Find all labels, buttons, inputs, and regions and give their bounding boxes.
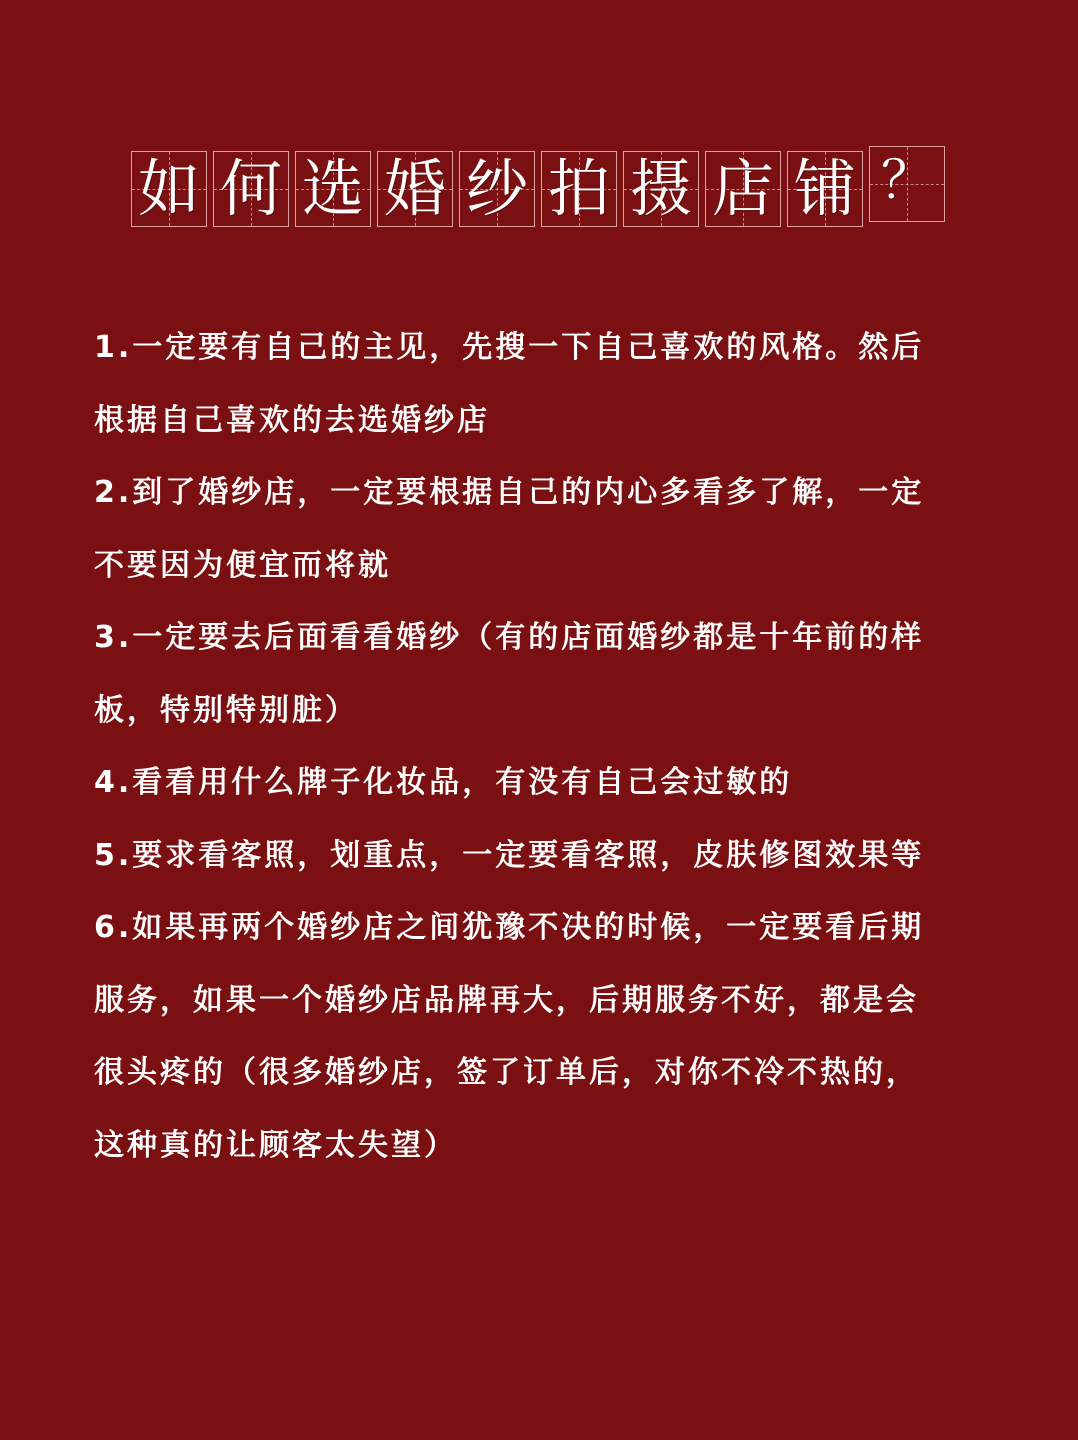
page-title — [131, 146, 951, 228]
title-char: 拍 — [547, 152, 610, 225]
title-char-box — [213, 151, 289, 227]
title-char-box — [869, 146, 945, 222]
tip-line: 3.一定要去后面看看婚纱（有的店面婚纱都是十年前的样 — [94, 620, 925, 655]
title-char: 何 — [219, 152, 282, 225]
title-char: 选 — [301, 152, 364, 225]
title-char-box — [541, 151, 617, 227]
title-char: 铺 — [793, 152, 856, 225]
title-char-box — [295, 151, 371, 227]
tips-list — [94, 312, 994, 1182]
title-char-box — [131, 151, 207, 227]
tip-line: 1.一定要有自己的主见，先搜一下自己喜欢的风格。然后 — [94, 330, 925, 365]
title-char-box — [459, 151, 535, 227]
tip-line: 根据自己喜欢的去选婚纱店 — [94, 402, 490, 438]
tip-line: 这种真的让顾客太失望） — [94, 1127, 457, 1163]
tip-line: 很头疼的（很多婚纱店，签了订单后，对你不冷不热的， — [94, 1055, 919, 1090]
title-char: 如 — [137, 152, 200, 225]
tip-line: 2.到了婚纱店，一定要根据自己的内心多看多了解，一定 — [94, 475, 925, 510]
tip-line: 4.看看用什么牌子化妆品，有没有自己会过敏的 — [94, 765, 793, 800]
title-char-box — [623, 151, 699, 227]
title-char-box — [787, 151, 863, 227]
title-char-box — [705, 151, 781, 227]
tip-line: 不要因为便宜而将就 — [94, 547, 391, 583]
tip-line: 板，特别特别脏） — [94, 692, 358, 728]
title-question-mark: ？ — [880, 151, 933, 211]
title-char: 摄 — [629, 152, 692, 225]
title-char-box — [377, 151, 453, 227]
tip-line: 6.如果再两个婚纱店之间犹豫不决的时候，一定要看后期 — [94, 910, 925, 945]
tip-line: 服务，如果一个婚纱店品牌再大，后期服务不好，都是会 — [94, 982, 919, 1018]
tip-line: 5.要求看客照，划重点，一定要看客照，皮肤修图效果等 — [94, 837, 925, 873]
title-char: 纱 — [465, 152, 528, 225]
title-char: 婚 — [383, 152, 446, 225]
title-char: 店 — [711, 152, 774, 225]
